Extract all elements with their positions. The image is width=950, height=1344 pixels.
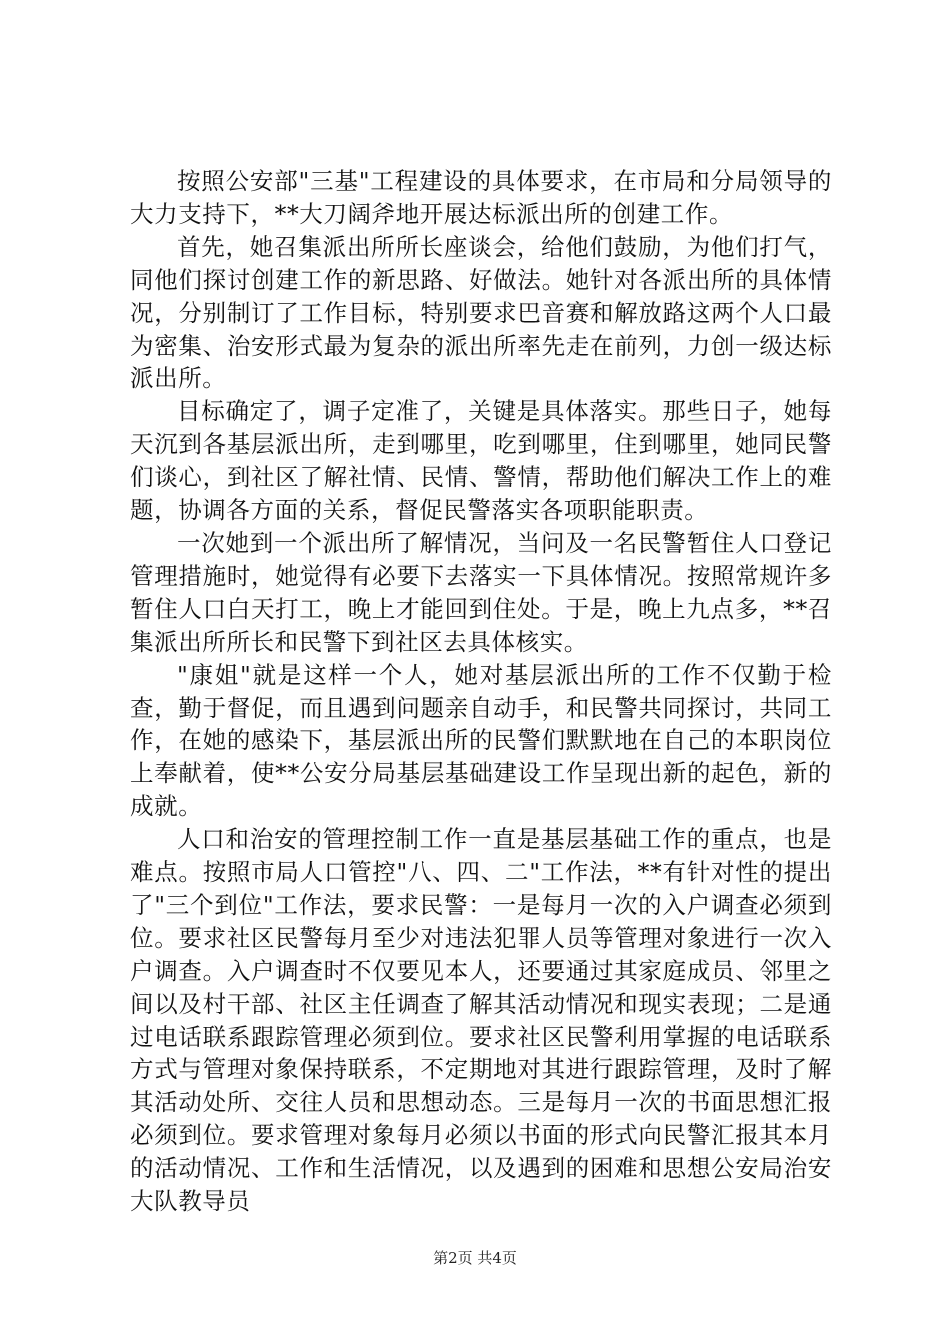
body-text — [130, 165, 832, 1218]
paragraph-6: 人口和治安的管理控制工作一直是基层基础工作的重点，也是难点。按照市局人口管控"八、四、二"工作法，**有针对性的提出了"三个到位"工作法，要求民警：一是每月一次的入户调查必须到位。要求社区民警每月至少对违法犯罪人员等管理对象进行一次入户调查。入户调查时不仅要见本人，还要通过其家庭成员、邻里之间以及村干部、社区主任调查了解其活动情况和现实表现；二是通过电话联系跟踪管理必须到位。要求社区民警利用掌握的电话联系方式与管理对象保持联系，不定期地对其进行跟踪管理，及时了解其活动处所、交往人员和思想动态。三是每月一次的书面思想汇报必须到位。要求管理对象每月必须以书面的形式向民警汇报其本月的活动情况、工作和生活情况，以及遇到的困难和思想公安局治安大队教导员 — [130, 825, 832, 1216]
paragraph-2: 首先，她召集派出所所长座谈会，给他们鼓励，为他们打气，同他们探讨创建工作的新思路、好做法。她针对各派出所的具体情况，分别制订了工作目标，特别要求巴音赛和解放路这两个人口最为密集、治安形式最为复杂的派出所率先走在前列，力创一级达标派出所。 — [130, 232, 832, 393]
paragraph-3: 目标确定了，调子定准了，关键是具体落实。那些日子，她每天沉到各基层派出所，走到哪里，吃到哪里，住到哪里，她同民警们谈心，到社区了解社情、民情、警情，帮助他们解决工作上的难题，协调各方面的关系，督促民警落实各项职能职责。 — [130, 397, 832, 525]
paragraph-4: 一次她到一个派出所了解情况，当问及一名民警暂住人口登记管理措施时，她觉得有必要下去落实一下具体情况。按照常规许多暂住人口白天打工，晚上才能回到住处。于是，晚上九点多，**召集派出所所长和民警下到社区去具体核实。 — [130, 528, 832, 656]
page-number-footer: 第2页 共4页 — [433, 1249, 517, 1267]
paragraph-1: 按照公安部"三基"工程建设的具体要求，在市局和分局领导的大力支持下，**大刀阔斧地开展达标派出所的创建工作。 — [130, 167, 832, 228]
paragraph-5: "康姐"就是这样一个人，她对基层派出所的工作不仅勤于检查，勤于督促，而且遇到问题亲自动手，和民警共同探讨，共同工作，在她的感染下，基层派出所的民警们默默地在自己的本职岗位上奉献着，使**公安分局基层基础建设工作呈现出新的起色，新的成就。 — [130, 660, 832, 821]
